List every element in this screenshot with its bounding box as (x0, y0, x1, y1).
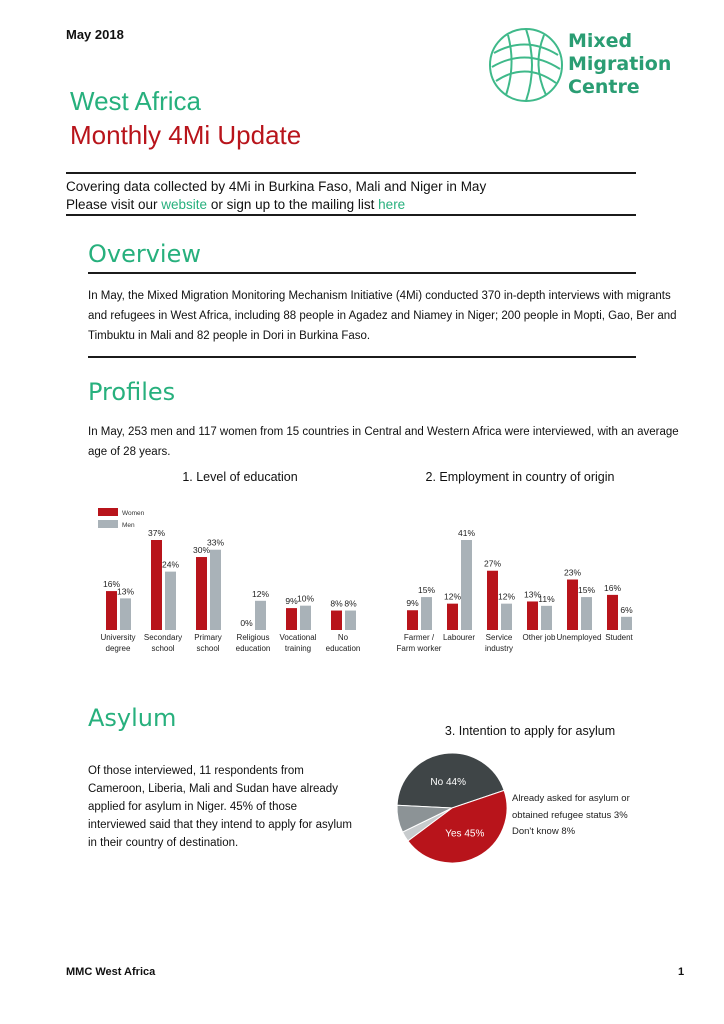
data-label: 30% (192, 545, 211, 556)
category-label: degree (105, 644, 131, 653)
mailing-list-link[interactable]: here (378, 197, 406, 212)
intro-line2-mid: or sign up to the mailing list (207, 197, 379, 212)
bar-women (527, 601, 538, 630)
legend-label: Women (122, 510, 145, 517)
data-label: 6% (620, 604, 633, 615)
category-label: Other job (522, 633, 556, 642)
divider (66, 172, 636, 174)
data-label: 10% (296, 593, 315, 604)
data-label: 13% (523, 589, 542, 600)
bar-women (196, 557, 207, 630)
data-label: 13% (116, 586, 135, 597)
bar-men (501, 604, 512, 630)
pie-label: Don't know 8% (512, 826, 576, 837)
globe-lines-icon (490, 29, 562, 101)
category-label: education (325, 644, 361, 653)
bar-men (541, 606, 552, 630)
category-label: Unemployed (556, 633, 602, 642)
category-label: Primary (194, 633, 222, 642)
bar-women (106, 591, 117, 630)
bar-men (581, 597, 592, 630)
data-label: 12% (497, 591, 516, 602)
data-label: 9% (285, 596, 298, 607)
category-label: Secondary (143, 633, 183, 642)
bar-women (331, 611, 342, 630)
bar-men (345, 611, 356, 630)
legend-label: Men (122, 522, 135, 529)
intro-line1: Covering data collected by 4Mi in Burkina Faso, Mali and Niger in May (66, 179, 487, 194)
intro-line2 (66, 196, 486, 214)
category-label: Farm worker (396, 644, 442, 653)
bar-women (567, 580, 578, 630)
category-label: Student (605, 633, 633, 642)
bar-men (461, 540, 472, 630)
logo-line2: Migration (568, 53, 672, 75)
logo-line3: Centre (568, 76, 640, 98)
data-label: 23% (563, 567, 582, 578)
data-label: 27% (483, 558, 502, 569)
data-label: 11% (538, 593, 555, 604)
bar-women (607, 595, 618, 630)
logo-text (568, 30, 671, 99)
bar-women (151, 540, 162, 630)
category-label: school (196, 644, 220, 653)
title-report: Monthly 4Mi Update (70, 120, 302, 150)
bar-women (447, 604, 458, 630)
page-number: 1 (678, 966, 685, 978)
data-label: 24% (161, 559, 180, 570)
legend-swatch (98, 508, 118, 516)
bar-men (255, 601, 266, 630)
category-label: Labourer (442, 633, 476, 642)
pie-label: Already asked for asylum or (512, 793, 630, 804)
category-label: Farmer / (403, 633, 435, 642)
asylum-heading: Asylum (88, 704, 177, 732)
bar-men (210, 550, 221, 630)
data-label: 12% (251, 588, 270, 599)
bar-men (165, 572, 176, 630)
chart-employment (385, 500, 685, 670)
report-date: May 2018 (66, 27, 124, 42)
overview-text: In May, the Mixed Migration Monitoring Mechanism Initiative (4Mi) conducted 370 in-depth interviews with migrants and refugees in West Africa, including 88 people in Agadez and Niamey in Niger; 200 people in Mopti, Gao, Ber and Timbuktu in Mali and 82 people in Dori in Burkina Faso. (88, 290, 677, 342)
data-label: 15% (577, 585, 596, 596)
bar-men (120, 598, 131, 630)
data-label: 0% (240, 618, 253, 628)
category-label: University (100, 633, 136, 642)
data-label: 15% (417, 585, 436, 596)
pie-label: No 44% (430, 776, 466, 788)
bar-men (300, 606, 311, 630)
category-label: Vocational (279, 633, 317, 642)
intro-line2-pre: Please visit our (66, 197, 162, 212)
chart-education (90, 500, 380, 670)
chart-employment-title: 2. Employment in country of origin (425, 470, 615, 484)
data-label: 37% (147, 528, 166, 538)
title-region: West Africa (70, 86, 202, 116)
asylum-text: Of those interviewed, 11 respondents from Cameroon, Liberia, Mali and Sudan have already applied for asylum in Niger. 45% of those interviewed said that they intend to apply for asylum in their country of destination. (88, 765, 353, 849)
category-label: school (151, 644, 175, 653)
data-label: 8% (330, 598, 343, 609)
divider (88, 272, 636, 274)
category-label: education (235, 644, 271, 653)
overview-heading: Overview (88, 240, 201, 268)
divider (88, 356, 636, 358)
website-link[interactable]: website (161, 197, 208, 212)
legend-swatch (98, 520, 118, 528)
bar-women (407, 610, 418, 630)
bar-men (421, 597, 432, 630)
profiles-text: In May, 253 men and 117 women from 15 countries in Central and Western Africa were interviewed, with an average age of 28 years. (88, 426, 679, 458)
data-label: 9% (406, 598, 419, 609)
bar-men (621, 617, 632, 630)
bar-women (286, 608, 297, 630)
pie-label: obtained refugee status 3% (512, 810, 628, 821)
data-label: 16% (102, 579, 121, 590)
category-label: Service (485, 633, 513, 642)
pie-label: Yes 45% (445, 828, 485, 840)
chart-asylum-title: 3. Intention to apply for asylum (444, 724, 616, 738)
chart-asylum (390, 750, 680, 890)
data-label: 16% (603, 582, 622, 593)
category-label: Religious (236, 633, 270, 642)
data-label: 33% (206, 537, 225, 548)
category-label: training (284, 644, 312, 653)
category-label: No (337, 633, 349, 642)
profiles-heading: Profiles (88, 378, 176, 406)
chart-education-title: 1. Level of education (182, 470, 298, 484)
bar-women (487, 571, 498, 630)
divider (66, 214, 636, 216)
data-label: 8% (344, 598, 357, 609)
footer-org: MMC West Africa (66, 966, 156, 978)
logo-line1: Mixed (568, 30, 633, 52)
category-label: industry (484, 644, 514, 653)
data-label: 41% (457, 528, 476, 538)
data-label: 12% (443, 591, 462, 602)
intro-text (66, 178, 486, 214)
